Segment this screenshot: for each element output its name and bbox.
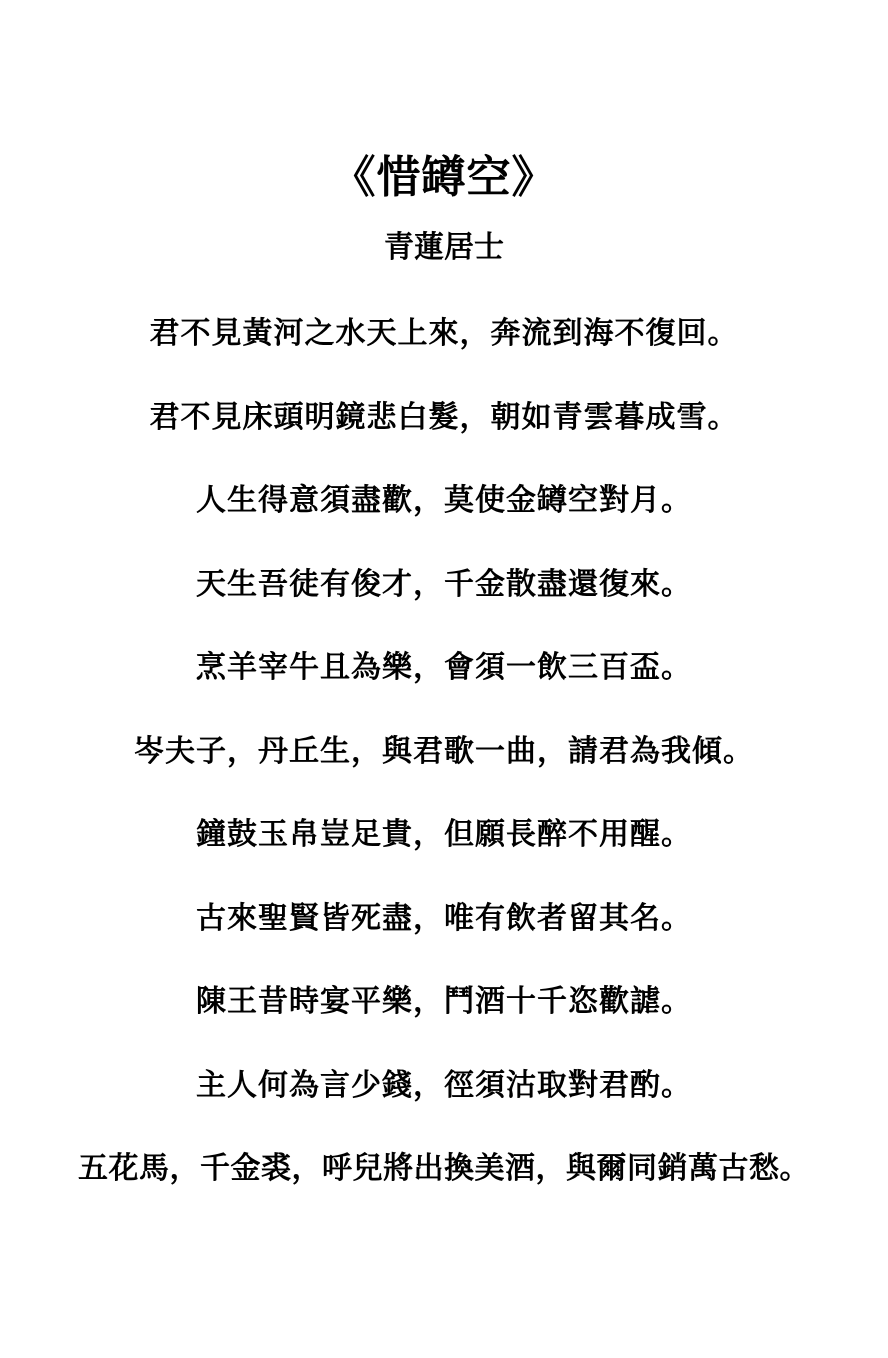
poem-author: 青蓮居士 [384, 230, 504, 265]
poem-line: 古來聖賢皆死盡，唯有飲者留其名。 [196, 900, 692, 936]
poem-line: 君不見床頭明鏡悲白髮，朝如青雲暮成雪。 [149, 399, 739, 435]
poem-line: 烹羊宰牛且為樂，會須一飲三百盃。 [196, 650, 692, 685]
poem-line: 天生吾徒有俊才，千金散盡還復來。 [196, 566, 692, 602]
poem-line: 岑夫子，丹丘生，與君歌一曲，請君為我傾。 [134, 733, 754, 769]
poem-line: 五花馬，千金裘，呼兒將出換美酒，與爾同銷萬古愁。 [78, 1151, 810, 1186]
poem-line: 人生得意須盡歡，莫使金罇空對月。 [196, 483, 692, 518]
poem-line: 陳王昔時宴平樂，鬥酒十千恣歡謔。 [196, 984, 692, 1019]
poem-title: 《惜罇空》 [331, 152, 557, 203]
poem-lines [0, 312, 888, 1231]
poem-line: 主人何為言少錢，徑須沽取對君酌。 [196, 1067, 692, 1103]
poem-line: 鐘鼓玉帛豈足貴，但願長醉不用醒。 [196, 817, 692, 852]
poem-line: 君不見黃河之水天上來，奔流到海不復回。 [149, 316, 739, 351]
